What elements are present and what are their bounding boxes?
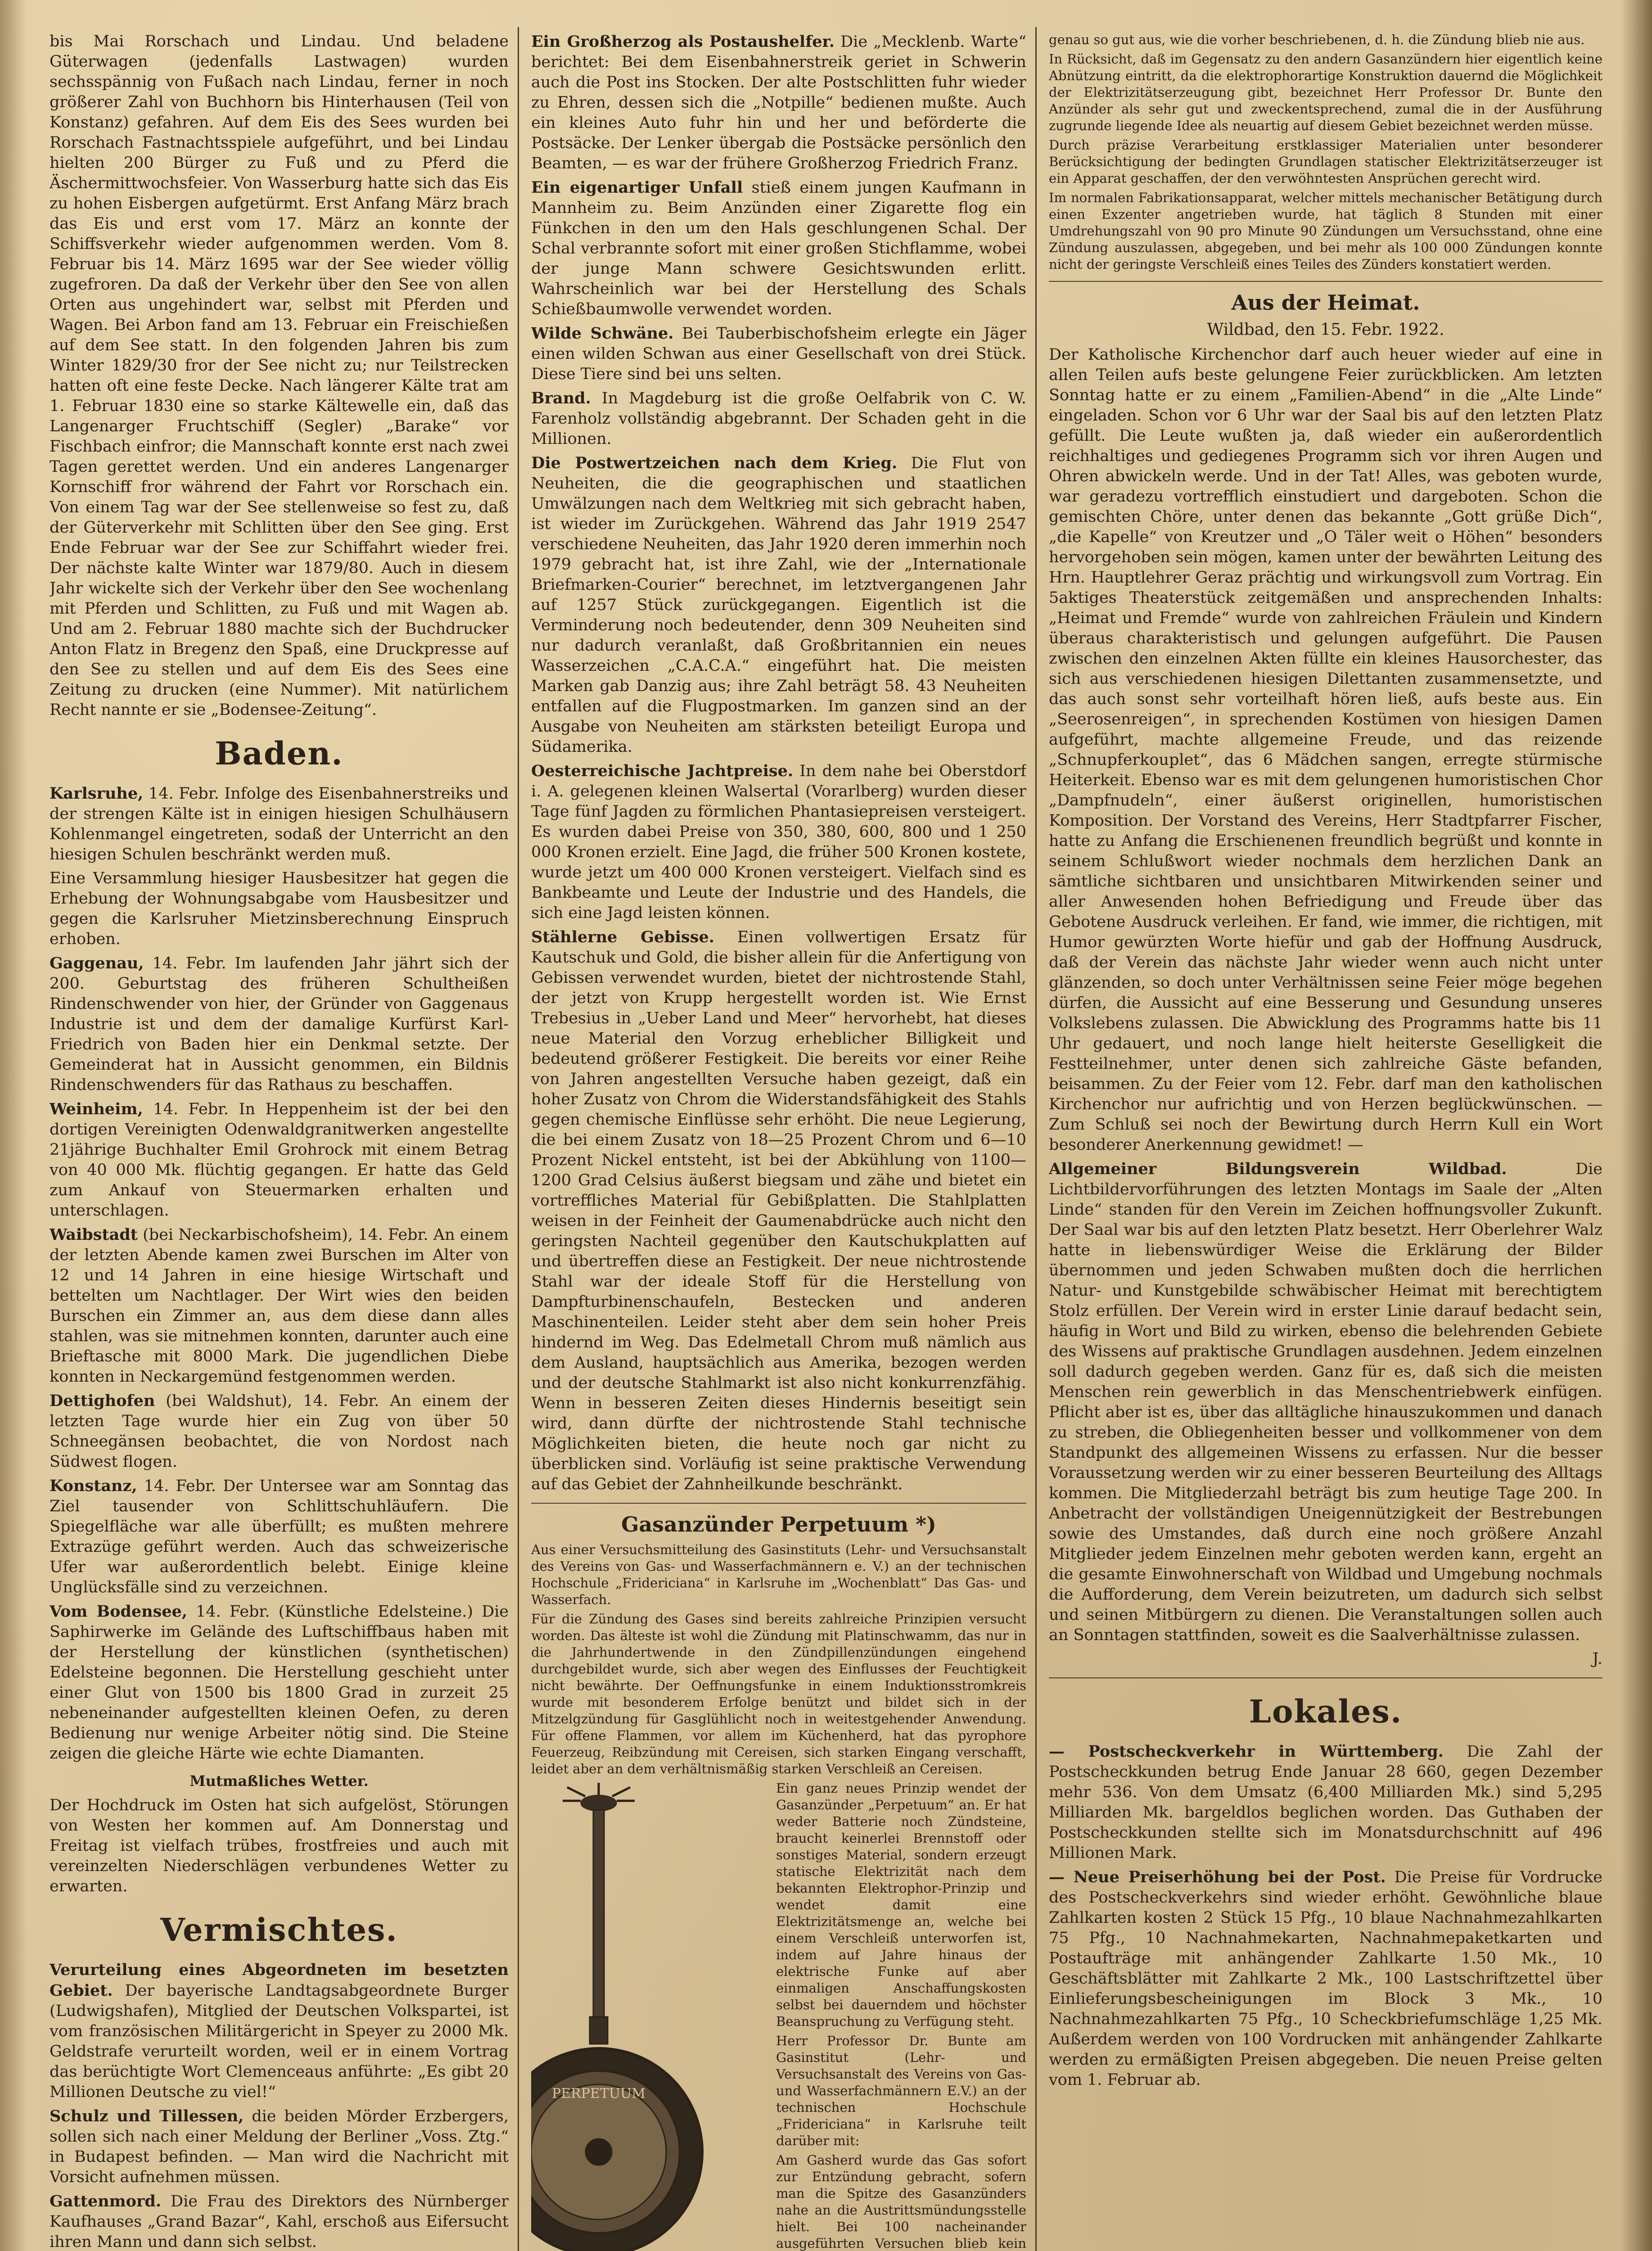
news-item-lead: Dettighofen xyxy=(50,1392,155,1410)
news-item-text: Die Lichtbildervorführungen des letzten Montags im Saale der „Alten Linde“ standen für den Verein im Zeichen hoffnungsvoller Zukunft. Der Saal war bis auf den letzten Platz besetzt. Herr Oberlehrer Walz hatte in liebenswürdiger Weise die Erklärung der Bilder übernommen und jeden Schwaben mußten doch die herrlichen Natur- und Kunstgebilde schwäbischer Heimat mit berechtigtem Stolz erfüllen. Der Verein wird in erster Linie darauf bedacht sein, häufig in Wort und Bild zu wirken, ebenso die belehrenden Gebiete des Wissens auf praktische Grundlagen ausdehnen. Jedem einzelnen soll dadurch gegeben werden. Ganz für es, daß sich die meisten Menschen rein gewerblich in das Menschentriebwerk einfügen. Pflicht aber ist es, über das alltägliche hinauszukommen und danach zu streben, die Obliegenheiten besser und vollkommener von dem Standpunkt des allgemeinen Wissens zu erfassen. Nur die besser Voraussetzung werden wir zu einer besseren Beurteilung des Alltags kommen. Die Mitgliederzahl beträgt bis zum heutige Tage 200. In Anbetracht der vollständigen Uneigennützigkeit der Bestrebungen sowie des Umstandes, daß durch eine noch größere Anzahl Mitglieder jedem Einzelnen mehr geboten werden kann, ergeht an die gesamte Einwohnerschaft von Wildbad und Umgebung nochmals die Aufforderung, dem Verein beizutreten, um dadurch sich selbst und seinen Mitbürgern zu dienen. Die Veranstaltungen sollen auch an Sonntagen stattfinden, soweit es die Saalverhältnisse zulassen. xyxy=(1049,1160,1602,1644)
news-item-lead: Konstanz, xyxy=(50,1477,137,1495)
middle-news-list xyxy=(531,32,1026,1495)
column-middle xyxy=(531,32,1026,2251)
figure-label: PERPETUUM xyxy=(551,2086,646,2102)
news-item xyxy=(50,1601,509,1764)
section-heading-vermischtes: Vermischtes. xyxy=(160,1911,398,1948)
news-item xyxy=(531,761,1026,923)
lokales-news-list xyxy=(1049,1741,1602,2090)
news-item xyxy=(50,1225,509,1387)
gas-igniter-heading: Gasanzünder Perpetuum *) xyxy=(621,1512,936,1537)
column-rule xyxy=(1035,27,1037,2251)
news-item-text: 14. Febr. In Heppenheim ist der bei den dortigen Vereinigten Odenwaldgranitwerken angestellte 21jährige Buchhalter Emil Grohrock mit einem Betrag von 40 000 Mk. flüchtig gegangen. Er hatte das Geld zum Ankauf von Steuermarken erhalten und unterschlagen. xyxy=(50,1100,509,1220)
news-item-text: 14. Febr. (Künstliche Edelsteine.) Die Saphirwerke im Gelände des Luftschiffbaus haben mit der Herstellung der künstlichen (synthetischen) Edelsteine begonnen. Die Herstellung geschieht unter einer Glut von 1500 bis 1800 Grad in zurzeit 25 nebeneinander aufgestellten kleinen Oefen, zu deren Bedienung nur wenige Arbeiter nötig sind. Die Steine zeigen die gleiche Härte wie echte Diamanten. xyxy=(50,1603,509,1763)
news-item-text: Bei Tauberbischofsheim erlegte ein Jäger einen wilden Schwan aus einer Gesellschaft von drei Stück. Diese Tiere sind bei uns selten. xyxy=(531,325,1026,383)
page-edge-shadow-left xyxy=(0,0,27,2251)
news-item xyxy=(1049,1867,1602,2090)
baden-news-list xyxy=(50,783,509,1764)
column-right xyxy=(1049,32,1602,2251)
news-item xyxy=(1049,345,1602,1155)
gas-igniter-paragraph: Für die Zündung des Gases sind bereits zahlreiche Prinzipien versucht worden. Das älteste ist wohl die Zündung mit Platinschwamm, das nur in die Jahrhundertwende in den Zündpillenzündungen eingehend durchgebildet wurde, sich aber wegen des Einflusses der Feuchtigkeit nicht bewährte. Der Oeffnungsfunke in einem Induktionsstromkreis wurde mit besonderem Erfolge benützt und bildet sich in der Mitzelgzündung für Gasglühlicht noch in weitestgehender Anwendung. Für offene Flammen, vor allem im Küchenherd, hat das pyrophore Feuerzeug, Reibzündung mit Cereisen, sich starken Eingang verschafft, leidet aber an dem verhältnismäßig starken Verschleiß an Cereisen. xyxy=(531,1611,1026,1776)
news-item-text: Die Zahl der Postscheckkunden betrug Ende Januar 28 660, gegen Dezember mehr 536. Von dem Umsatz (6,400 Milliarden Mk.) sind 5,295 Milliarden Mk. bargeldlos beglichen worden. Das Guthaben der Postscheckkunden stellte sich im Monatsdurchschnitt auf 496 Millionen Mark. xyxy=(1049,1743,1602,1862)
news-item xyxy=(50,1960,509,2102)
news-item xyxy=(50,1099,509,1221)
column-rule xyxy=(518,27,519,2251)
news-item-text: 14. Febr. Im laufenden Jahr jährt sich der 200. Geburtstag des früheren Schultheißen Rindenschwender von hier, der Gründer von Gaggenaus Industrie ist und dem der damalige Kurfürst Karl-Friedrich von Baden hier ein Denkmal setzte. Der Gemeinderat hat in Aussicht genommen, ein Bildnis Rindenschwenders für das Rathaus zu beschaffen. xyxy=(50,954,509,1094)
news-item-lead: Die Postwertzeichen nach dem Krieg. xyxy=(531,454,898,472)
news-item-text: Die „Mecklenb. Warte“ berichtet: Bei dem Eisenbahnerstreik geriet in Schwerin auch die Post ins Stocken. Der alte Postschlitten fuhr wieder zu Ehren, dessen sich die „Notpille“ bedienen mußte. Auch ein kleines Auto fuhr hin und her und beförderte die Postsäcke. Der Lenker übergab die Postsäcke persönlich den Beamten, — es war der frühere Großherzog Friedrich Franz. xyxy=(531,33,1026,172)
divider xyxy=(531,1503,1026,1504)
news-item-lead: Oesterreichische Jachtpreise. xyxy=(531,762,794,780)
news-item-text: die beiden Mörder Erzbergers, sollen sich nach einer Meldung der Berliner „Voss. Ztg.“ in Budapest befinden. — Man wird die Nachricht mit Vorsicht aufnehmen müssen. xyxy=(50,2107,509,2186)
news-item-text: (bei Waldshut), 14. Febr. An einem der letzten Tage wurde hier ein Zug von über 50 Schneegänsen beobachtet, die von Nordost nach Südwest flogen. xyxy=(50,1392,509,1471)
dateline: Wildbad, den 15. Febr. 1922. xyxy=(1207,321,1444,339)
news-item xyxy=(50,2191,509,2251)
news-item xyxy=(531,323,1026,384)
news-item-lead: Waibstadt xyxy=(50,1225,138,1244)
heimat-news-list xyxy=(1049,345,1602,1645)
news-item-text: Der bayerische Landtagsabgeordnete Burger (Ludwigshafen), Mitglied der Deutschen Volkspartei, ist vom französischen Militärgericht in Speyer zu 2000 Mk. Geldstrafe verurteilt worden, weil er in einem Vortrag das berüchtigte Wort Clemenceaus anführte: „Es gibt 20 Millionen Deutsche zu viel!“ xyxy=(50,1982,509,2101)
news-item-text: Die Flut von Neuheiten, die die geographischen und staatlichen Umwälzungen nach dem Weltkrieg mit sich gebracht haben, ist wieder im Zurückgehen. Während das Jahr 1919 2547 verschiedene Neuheiten, das Jahr 1920 deren immerhin noch 1979 gebracht hat, ist ihre Zahl, wie der „Internationale Briefmarken-Courier“ berechnet, im letztvergangenen Jahr auf 1257 Stück zurückgegangen. Eigentlich ist die Verminderung noch bedeutender, denn 309 Neuheiten sind nur dadurch veranlaßt, daß Großbritannien ein neues Wasserzeichen „C.A.C.A.“ eingeführt hat. Die meisten Marken gab Danzig aus; ihre Zahl beträgt 58. 43 Neuheiten entfallen auf die Flugpostmarken. Im ganzen sind an der Ausgabe von Neuheiten am stärksten beteiligt Europa und Südamerika. xyxy=(531,454,1026,756)
news-item-lead: Stählerne Gebisse. xyxy=(531,928,714,946)
news-item-lead: — Postscheckverkehr in Württemberg. xyxy=(1049,1742,1444,1761)
column-left xyxy=(50,32,509,2251)
news-item-lead: Verurteilung eines Abgeordneten im besetzten Gebiet. xyxy=(50,1961,509,2000)
news-item-text: 14. Febr. Der Untersee war am Sonntag das Ziel tausender von Schlittschuhläufern. Die Spiegelfläche war alle überfüllt; es mußten mehrere Extrazüge geführt werden. Auch das schweizerische Ufer war außerordentlich belebt. Einige kleine Unglücksfälle sind zu verzeichnen. xyxy=(50,1477,509,1596)
news-item-lead: — Neue Preiserhöhung bei der Post. xyxy=(1049,1868,1386,1886)
news-item-text: Eine Versammlung hiesiger Hausbesitzer hat gegen die Erhebung der Wohnungsabgabe vom Hausbesitzer und gegen die Karlsruher Mietzinsberechnung Einspruch erhoben. xyxy=(50,869,509,948)
news-item-lead: Ein eigenartiger Unfall xyxy=(531,178,743,197)
news-item-text: In dem nahe bei Oberstdorf i. A. gelegenen kleinen Walsertal (Vorarlberg) wurden dieser Tage fünf Jagden zu förmlichen Phantasiepreisen versteigert. Es wurden dabei Preise von 350, 380, 600, 800 und 1 250 000 Kronen erzielt. Eine Jagd, die früher 500 Kronen kostete, wurde jetzt um 400 000 Kronen versteigert. Vielfach sind es Bankbeamte und Leute der Industrie und des Handels, die sich eine Jagd leisten können. xyxy=(531,762,1026,922)
news-item-lead: Allgemeiner Bildungsverein Wildbad. xyxy=(1049,1160,1507,1178)
gas-igniter-paragraph: Herr Professor Dr. Bunte am Gasinstitut (Lehr- und Versuchsanstalt des Vereins von Gas- und Wasserfachmännern E.V.) an der technischen Hochschule „Fridericiana“ in Karlsruhe teilt darüber mit: xyxy=(776,2033,1026,2148)
news-item xyxy=(531,388,1026,449)
weather-heading: Mutmaßliches Wetter. xyxy=(190,1772,369,1790)
news-item xyxy=(531,177,1026,320)
news-item xyxy=(531,927,1026,1495)
news-item xyxy=(50,783,509,865)
news-item-text: Die Frau des Direktors des Nürnberger Kaufhauses „Grand Bazar“, Kahl, erschoß aus Eifersucht ihren Mann und dann sich selbst. xyxy=(50,2192,509,2251)
news-item-lead: Wilde Schwäne. xyxy=(531,324,674,343)
gas-igniter-continued: In Rücksicht, daß im Gegensatz zu den andern Gasanzündern hier eigentlich keine Abnützung eintritt, da die elektrophorartige Konstruktion dauernd die Möglichkeit der Elektrizitätserzeugung gibt, bezeichnet Herr Professor Dr. Bunte den Anzünder als sehr gut und zweckentsprechend, zumal die in der Ausführung zugrunde liegende Idee als neuartig auf diesem Gebiet bezeichnet werden müsse. xyxy=(1049,51,1602,133)
news-item xyxy=(50,868,509,949)
news-item-lead: Karlsruhe, xyxy=(50,784,144,803)
news-item-text: Die Preise für Vordrucke des Postscheckverkehrs sind wieder erhöht. Gewöhnliche blaue Zahlkarten kosten 2 Stück 15 Pfg., 10 blaue Nachnahmezahlkarten 75 Pfg., 10 Nachnahmekarten, Nachnahmepaketkarten und Postaufträge mit anhängender Zahlkarte 1.50 Mk., 10 Geschäftsblätter mit Zahlkarte 2 Mk., 100 Lastschriftzettel über Einlieferungsbescheinigungen im Block 3 Mk., 10 Nachnahmezahlkarten 75 Pfg., 10 Scheckbriefumschläge 1,25 Mk. Außerdem werden von 100 Vordrucken mit anhängender Zahlkarte werden zu ermäßigten Preisen abgegeben. Die neuen Preise gelten vom 1. Februar ab. xyxy=(1049,1868,1602,2089)
news-item-text: stieß einem jungen Kaufmann in Mannheim zu. Beim Anzünden einer Zigarette flog ein Fünkchen in den um den Hals geschlungenen Schal. Der Schal verbrannte sofort mit einer großen Stichflamme, wobei der junge Mann schwere Gesichtswunden erlitt. Wahrscheinlich war bei der Herstellung des Schals Schießbaumwolle verwendet worden. xyxy=(531,179,1026,318)
news-item xyxy=(50,1391,509,1472)
news-item-lead: Ein Großherzog als Postaushelfer. xyxy=(531,32,835,51)
gas-igniter-paragraph: Ein ganz neues Prinzip wendet der Gasanzünder „Perpetuum“ an. Er hat weder Batterie noch Zündsteine, braucht keinerlei Brennstoff oder sonstiges Material, sondern erzeugt statische Elektrizität nach dem bekannten Elektrophor-Prinzip und wendet damit eine Elektrizitätsmenge an, welche bei einem Verschleiß unterworfen ist, indem auf Jahre hinaus der elektrische Funke auf aber einmaligen Anschaffungskosten selbst bei dauerndem und höchster Beanspruchung zu Verfügung steht. xyxy=(776,1781,1026,2029)
weather-text: Der Hochdruck im Osten hat sich aufgelöst, Störungen von Westen her kommen auf. Am Donnerstag und Freitag ist vielfach trübes, frostfreies und auch mit vereinzelten Niederschlägen verbundenes Wetter zu erwarten. xyxy=(50,1796,509,1895)
page-edge-shadow-right xyxy=(1620,0,1652,2251)
news-item xyxy=(531,453,1026,757)
news-item-text: (bei Neckarbischofsheim), 14. Febr. An einem der letzten Abende kamen zwei Burschen im Alter von 12 und 14 Jahren in eine hiesige Wirtschaft und bettelten um Nachtlager. Der Wirt wies den beiden Burschen ein Zimmer an, aus dem diese dann alles stahlen, was sie mitnehmen konnten, darunter auch eine Brieftasche mit 8000 Mark. Die jugendlichen Diebe konnten in Neckargemünd festgenommen werden. xyxy=(50,1226,509,1386)
gas-igniter-paragraph: Am Gasherd wurde das Gas sofort zur Entzündung gebracht, sofern man die Spitze des Gasanzünders nahe an die Austrittsmündungsstelle hielt. Bei 100 nacheinander ausgeführten Versuchen blieb kein xyxy=(776,2152,1026,2251)
news-item-text: Der Katholische Kirchenchor darf auch heuer wieder auf eine in allen Teilen aufs beste gelungene Feier zurückblicken. Am letzten Sonntag hatte er zu einem „Familien-Abend“ in die „Alte Linde“ eingeladen. Schon vor 6 Uhr war der Saal bis auf den letzten Platz gefüllt. Die Leute wußten ja, daß wieder ein außerordentlich reichhaltiges und gediegenes Programm sich vor ihren Augen und Ohren abwickeln werde. Und in der Tat! Alles, was geboten wurde, war geradezu vortrefflich einstudiert und dargeboten. Schon die gemischten Chöre, unter denen das bekannte „Gott grüße Dich“, „die Kapelle“ von Kreutzer und „O Täler weit o Höhen“ besonders hervorgehoben sein mögen, kamen unter der bewährten Leitung des Hrn. Hauptlehrer Geraz prächtig und wirkungsvoll zum Vortrag. Ein 5aktiges Theaterstück zeitgemäßen und ansprechenden Inhalts: „Heimat und Fremde“ wurde von zahlreichen Fräulein und Kindern überaus charakteristisch und gelungen aufgeführt. Die Pausen zwischen den einzelnen Akten füllte ein kleines Hausorchester, das sich aus verschiedenen hiesigen Dilettanten zusammensetzte, und das auch sonst sehr vorteilhaft hören ließ, aufs beste aus. Ein „Seerosenreigen“, in sprechenden Kostümen von hiesigen Damen aufgeführt, machte allgemeine Freude, und das reizende „Schnupferkouplet“, das 6 Mädchen sangen, erregte stürmische Heiterkeit. Ebenso war es mit dem gelungenen humoristischen Chor „Dampfnudeln“, einer äußerst originellen, humoristischen Komposition. Der Vorstand des Vereins, Herr Stadtpfarrer Fischer, hatte zu Anfang die Erschienenen freundlich begrüßt und konnte in seinem Schlußwort wieder nochmals dem herzlichen Dank an sämtliche sichtbaren und unsichtbaren Mitwirkenden seiner und aller Anwesenden hohen Befriedigung und Freude über das Gebotene Ausdruck verleihen. Er fand, wie immer, die richtigen, mit Humor gewürzten Worte hiefür und gab der Hoffnung Ausdruck, daß der Verein das nächste Jahr wieder wenn auch nicht unter glänzenden, so doch unter Verhältnissen seine Feier möge begehen dürfen, die Aussicht auf eine Besserung und Gesundung unseres Volkslebens zulassen. Die Abwicklung des Programms hatte bis 11 Uhr gedauert, und noch lange hielt heiterste Geselligkeit die Festteilnehmer, unter denen sich zahlreiche Gäste befanden, beisammen. Zu der Feier vom 12. Febr. darf man den katholischen Kirchenchor nur aufrichtig und von Herzen beglückwünschen. — Zum Schluß sei noch der Bewirtung durch Herrn Kull ein Wort besonderer Anerkennung gewidmet! — xyxy=(1049,346,1602,1154)
news-item-lead: Weinheim, xyxy=(50,1100,143,1118)
section-heading-heimat: Aus der Heimat. xyxy=(1231,290,1420,315)
news-item xyxy=(531,32,1026,174)
news-item-lead: Gaggenau, xyxy=(50,954,144,972)
news-item xyxy=(1049,1741,1602,1863)
news-item xyxy=(50,2106,509,2188)
section-heading-lokales: Lokales. xyxy=(1249,1693,1403,1730)
gas-igniter-intro: Aus einer Versuchsmitteilung des Gasinstituts (Lehr- und Versuchsanstalt des Vereins von Gas- und Wasserfachmännern e. V.) an der technischen Hochschule „Fridericiana“ in Karlsruhe im „Wochenblatt“ Das Gas- und Wasserfach. xyxy=(531,1542,1026,1607)
divider xyxy=(1049,1677,1602,1678)
divider xyxy=(1049,281,1602,282)
news-item-lead: Schulz und Tillessen, xyxy=(50,2107,244,2125)
gas-igniter-illustration xyxy=(531,1783,765,2251)
news-item xyxy=(1049,1159,1602,1645)
gas-igniter-continued: Im normalen Fabrikationsapparat, welcher mittels mechanischer Betätigung durch einen Exzenter angetrieben wurde, hat täglich 8 Stunden mit einer Umdrehungszahl von 90 pro Minute 90 Zündungen um Versuchsstand, ohne eine Zündung auszulassen, abgegeben, und bei mehr als 100 000 Zündungen konnte nicht der geringste Verschleiß eines Teiles des Zünders konstatiert werden. xyxy=(1049,190,1602,272)
news-item-lead: Brand. xyxy=(531,389,591,407)
gas-igniter-continued: Durch präzise Verarbeitung erstklassiger Materialien unter besonderer Berücksichtigung der bedingten Grundlagen statischer Elektrizitätserzeuger ist ein Apparat geschaffen, der den verwöhntesten Ansprüchen gerecht wird. xyxy=(1049,137,1602,186)
news-item xyxy=(50,953,509,1095)
news-item-text: In Magdeburg ist die große Oelfabrik von C. W. Farenholz vollständig abgebrannt. Der Schaden geht in die Millionen. xyxy=(531,389,1026,448)
news-item-lead: Vom Bodensee, xyxy=(50,1602,188,1621)
misc-news-list xyxy=(50,1960,509,2251)
perpetuum-igniter-drawing xyxy=(531,1783,765,2251)
news-item-text: Einen vollwertigen Ersatz für Kautschuk und Gold, die bisher allein für die Anfertigung von Gebissen verwendet wurden, bietet der nichtrostende Stahl, der jetzt von Krupp hergestellt worden ist. Wie Ernst Trebesius in „Ueber Land und Meer“ hervorhebt, hat dieses neue Material den Vorzug erheblicher Billigkeit und bedeutend größerer Festigkeit. Die bereits vor einer Reihe von Jahren angestellten Versuche haben gezeigt, daß ein hoher Zusatz von Chrom die Widerstandsfähigkeit des Stahls gegen chemische Einflüsse sehr erhöht. Die neue Legierung, die bei einem Zusatz von 18—25 Prozent Chrom und 6—10 Prozent Nickel entsteht, ist bei der Abkühlung von 1100—1200 Grad Celsius äußerst biegsam und zähe und bietet ein vortreffliches Material für Gebißplatten. Die Stahlplatten weisen in der Feinheit der Gaumenabdrücke auch nicht den geringsten Nachteil gegenüber den Kautschukplatten auf und übertreffen diese an Festigkeit. Der neue nichtrostende Stahl war der ideale Stoff für die Herstellung von Dampfturbinenschaufeln, Bestecken und anderen Maschinenteilen. Leider steht aber dem sein hoher Preis hindernd im Weg. Das Edelmetall Chrom muß nämlich aus dem Ausland, hauptsächlich aus Amerika, bezogen werden und der deutsche Stahlmarkt ist also nicht konkurrenzfähig. Wenn in besseren Zeiten dieses Hindernis beseitigt sein wird, dann dürfte der nichtrostende Stahl technische Möglichkeiten bieten, die heute noch gar nicht zu überblicken sind. Vorläufig ist seine praktische Verwendung auf das Gebiet der Zahnheilkunde beschränkt. xyxy=(531,928,1026,1493)
news-item-text: 14. Febr. Infolge des Eisenbahnerstreiks und der strengen Kälte ist in einigen hiesigen Schulhäusern Kohlenmangel eingetreten, sodaß der Unterricht an den hiesigen Schulen beschränkt werden muß. xyxy=(50,785,509,863)
section-heading-baden: Baden. xyxy=(215,735,343,772)
news-item xyxy=(50,1476,509,1598)
author-signature: J. xyxy=(1592,1650,1602,1668)
article-paragraph: bis Mai Rorschach und Lindau. Und beladene Güterwagen (jedenfalls Lastwagen) wurden sechsspännig von Fußach nach Lindau, ferner in noch größerer Zahl von Buchhorn bis Hinterhausen (Teil von Konstanz) gefahren. Auf dem Eis des Sees wurden bei Rorschach Fastnachtsspiele aufgeführt, und bei Lindau hielten 200 Bürger zu Fuß und zu Pferd die Äschermittwochsfeier. Von Wasserburg hatte sich das Eis zu hohen Eisbergen aufgetürmt. Erst Anfang März brach das Eis und erst vom 17. März an konnte der Schiffsverkehr wieder aufgenommen werden. Vom 8. Februar bis 14. März 1695 war der See wieder völlig zugefroren. Da daß der Verkehr über den See von allen Orten aus ungehindert war, selbst mit Pferden und Wagen. Bei Arbon fand am 13. Februar ein Freischießen auf dem See statt. In den folgenden Jahren bis zum Winter 1829/30 fror der See nicht zu; nur Teilstrecken hatten oft eine feste Decke. Nach längerer Kälte trat am 1. Februar 1830 eine so starke Kältewelle ein, daß das Langenarger Fruchtschiff (Segler) „Barake“ vor Fischbach einfror; die Mannschaft konnte erst nach zwei Tagen gerettet werden. Und ein anderes Langenarger Kornschiff fror während der Fahrt vor Rorschach ein. Von einem Tag war der See stellenweise so fest zu, daß der Güterverkehr mit Schlitten über den See ging. Erst Ende Februar war der See zur Schiffahrt wieder frei. Der nächste kalte Winter war 1879/80. Auch in diesem Jahr wickelte sich der Verkehr über den See wochenlang mit Pferden und Schlitten, zu Fuß und mit Wagen ab. Und am 2. Februar 1880 machte sich der Buchdrucker Anton Flatz in Bregenz den Spaß, eine Druckpresse auf den See zu stellen und auf dem Eis des Sees eine Zeitung zu drucken (eine Nummer). Mit natürlichem Recht nannte er sie „Bodensee-Zeitung“. xyxy=(50,32,509,719)
gas-igniter-continued: genau so gut aus, wie die vorher beschriebenen, d. h. die Zündung blieb nie aus. xyxy=(1049,32,1585,47)
news-item-lead: Gattenmord. xyxy=(50,2192,162,2210)
